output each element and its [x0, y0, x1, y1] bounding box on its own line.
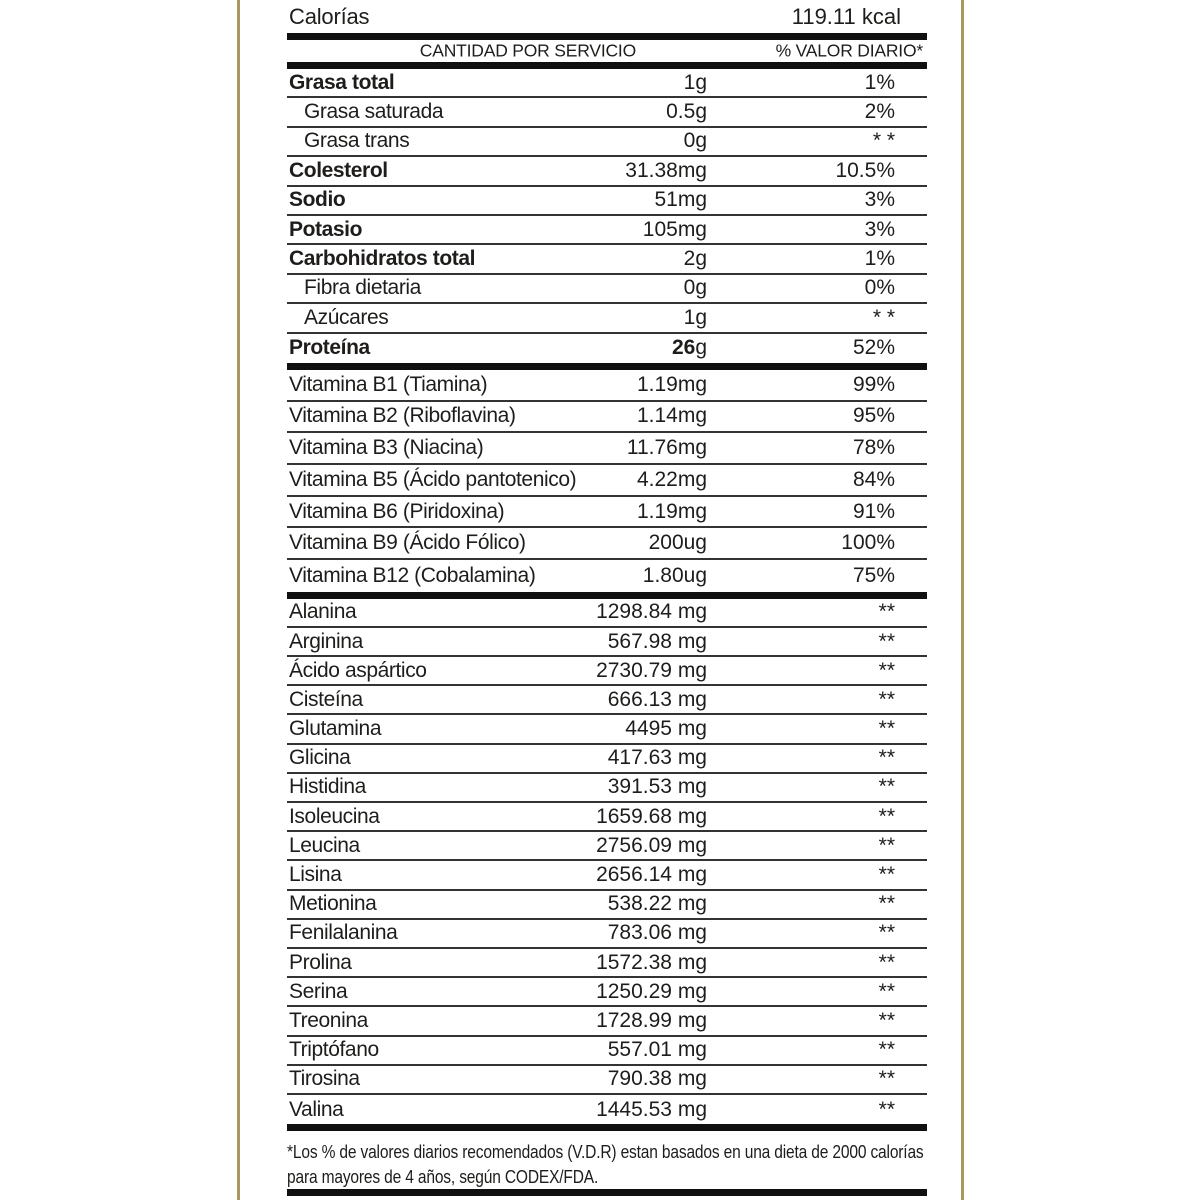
row-amount: 2730.79 mg [596, 658, 707, 682]
row-amount: 2g [683, 247, 707, 271]
table-row [287, 686, 927, 715]
row-label: Alanina [289, 600, 357, 624]
row-label: Glutamina [289, 717, 382, 741]
row-percent: 84% [852, 467, 895, 491]
row-amount: 0g [683, 276, 707, 300]
table-row [287, 216, 927, 245]
row-amount: 391.53 mg [607, 775, 707, 799]
row-amount: 1.19mg [636, 499, 707, 523]
row-percent: ** [878, 1097, 895, 1121]
macronutrients-section [287, 69, 927, 363]
footnote [287, 1131, 927, 1189]
table-row [287, 187, 927, 216]
row-amount: 1728.99 mg [596, 1008, 707, 1032]
row-percent: 75% [852, 563, 895, 587]
row-label: Triptófano [289, 1038, 379, 1062]
nutrition-table [287, 0, 927, 1196]
row-label: Vitamina B1 (Tiamina) [289, 372, 488, 396]
table-row [287, 891, 927, 920]
table-row [287, 920, 927, 949]
row-label: Valina [289, 1097, 344, 1121]
table-row [287, 560, 927, 592]
row-label: Fenilalanina [289, 921, 398, 945]
row-label: Serina [289, 979, 348, 1003]
row-label: Metionina [289, 892, 377, 916]
row-percent: ** [878, 833, 895, 857]
row-amount: 1g [683, 70, 707, 94]
label-left-border [237, 0, 240, 1200]
row-label: Colesterol [289, 158, 388, 182]
section-divider-bar [287, 62, 927, 69]
row-percent: ** [878, 746, 895, 770]
row-label: Vitamina B5 (Ácido pantotenico) [289, 467, 577, 491]
row-percent: ** [878, 687, 895, 711]
amino-acids-section [287, 599, 927, 1124]
row-label: Leucina [289, 833, 360, 857]
section-divider-bar [287, 1189, 927, 1196]
row-percent: 1% [864, 247, 895, 271]
calories-row [287, 0, 927, 33]
row-label: Fibra dietaria [304, 276, 421, 300]
row-amount: 1.80ug [642, 563, 707, 587]
row-label: Proteína [289, 336, 370, 360]
row-label: Vitamina B2 (Riboflavina) [289, 404, 516, 428]
row-percent: 100% [841, 531, 895, 555]
row-amount: 0g [683, 129, 707, 153]
row-amount: 31.38mg [625, 158, 707, 182]
row-label: Vitamina B3 (Niacina) [289, 436, 484, 460]
row-label: Sodio [289, 188, 346, 212]
table-row [287, 1066, 927, 1095]
row-amount: 105mg [642, 217, 707, 241]
row-label: Grasa saturada [304, 100, 444, 124]
table-row [287, 69, 927, 98]
row-label: Vitamina B9 (Ácido Fólico) [289, 531, 526, 555]
calories-value: 119.11 kcal [791, 3, 901, 29]
row-amount: 1g [683, 305, 707, 329]
row-amount: 4495 mg [625, 717, 707, 741]
row-label: Treonina [289, 1008, 368, 1032]
row-amount: 4.22mg [636, 467, 707, 491]
row-percent: ** [878, 717, 895, 741]
row-percent: ** [878, 950, 895, 974]
calories-label: Calorías [289, 3, 370, 29]
row-percent: ** [878, 658, 895, 682]
row-amount: 1.14mg [636, 404, 707, 428]
table-row [287, 245, 927, 274]
section-divider-bar [287, 1124, 927, 1131]
row-label: Glicina [289, 746, 351, 770]
row-amount: 783.06 mg [607, 921, 707, 945]
row-label: Azúcares [304, 305, 389, 329]
row-percent: 95% [852, 404, 895, 428]
table-row [287, 98, 927, 127]
section-divider-bar [287, 33, 927, 40]
row-percent: ** [878, 629, 895, 653]
row-percent: 2% [864, 100, 895, 124]
row-percent: 10.5% [835, 158, 895, 182]
row-amount: 1250.29 mg [596, 979, 707, 1003]
row-percent: 3% [864, 217, 895, 241]
row-label: Prolina [289, 950, 352, 974]
percent-column-header: % VALOR DIARIO* [775, 40, 923, 61]
section-divider-bar [287, 363, 927, 370]
table-row [287, 528, 927, 560]
table-row [287, 402, 927, 434]
table-row [287, 628, 927, 657]
row-amount: 417.63 mg [607, 746, 707, 770]
row-amount: 1.19mg [636, 372, 707, 396]
table-row [287, 861, 927, 890]
table-row [287, 433, 927, 465]
row-percent: * * [872, 129, 895, 153]
table-row [287, 497, 927, 529]
row-label: Grasa trans [304, 129, 410, 153]
row-amount: 2656.14 mg [596, 863, 707, 886]
row-percent: ** [878, 892, 895, 916]
row-percent: 91% [852, 499, 895, 523]
row-label: Cisteína [289, 687, 363, 711]
row-label: Ácido aspártico [289, 658, 427, 682]
row-amount: 1572.38 mg [596, 950, 707, 974]
row-percent: ** [878, 863, 895, 886]
row-amount: 51mg [654, 188, 707, 212]
label-right-border [961, 0, 964, 1200]
row-percent: * * [872, 305, 895, 329]
table-row [287, 465, 927, 497]
row-percent: ** [878, 600, 895, 624]
table-row [287, 370, 927, 402]
table-row [287, 978, 927, 1007]
table-row [287, 657, 927, 686]
row-percent: 1% [864, 70, 895, 94]
footnote-line-1: *Los % de valores diarios recomendados (V.D.R) estan basados en una dieta de 2000 calorías [287, 1141, 924, 1163]
table-row [287, 128, 927, 157]
footnote-line-2: para mayores de 4 años, según CODEX/FDA. [287, 1166, 599, 1188]
table-row [287, 832, 927, 861]
row-percent: 0% [864, 276, 895, 300]
row-amount: 2756.09 mg [596, 833, 707, 857]
row-percent: 99% [852, 372, 895, 396]
row-amount: 200ug [648, 531, 707, 555]
row-amount: 666.13 mg [607, 687, 707, 711]
row-amount: 1659.68 mg [596, 804, 707, 828]
table-row [287, 774, 927, 803]
table-row [287, 334, 927, 363]
row-label: Isoleucina [289, 804, 380, 828]
row-label: Lisina [289, 863, 342, 886]
row-label: Carbohidratos total [289, 247, 476, 271]
row-amount: 1298.84 mg [596, 600, 707, 624]
row-percent: ** [878, 979, 895, 1003]
table-row [287, 1007, 927, 1036]
row-percent: 52% [852, 336, 895, 360]
table-row [287, 715, 927, 744]
row-percent: ** [878, 775, 895, 799]
vitamins-section [287, 370, 927, 592]
row-label: Histidina [289, 775, 366, 799]
amount-column-header: CANTIDAD POR SERVICIO [419, 40, 636, 61]
row-percent: ** [878, 1038, 895, 1062]
row-percent: 78% [852, 436, 895, 460]
table-row [287, 1095, 927, 1124]
row-percent: ** [878, 1008, 895, 1032]
row-label: Grasa total [289, 70, 395, 94]
table-row [287, 949, 927, 978]
row-label: Tirosina [289, 1067, 360, 1091]
row-amount: 11.76mg [626, 436, 707, 460]
table-row [287, 745, 927, 774]
row-percent: 3% [864, 188, 895, 212]
row-amount: 26g [671, 336, 707, 360]
table-row [287, 275, 927, 304]
row-amount: 1445.53 mg [596, 1097, 707, 1121]
column-headers-row [287, 40, 927, 62]
row-percent: ** [878, 1067, 895, 1091]
row-label: Vitamina B6 (Piridoxina) [289, 499, 505, 523]
row-percent: ** [878, 921, 895, 945]
row-amount: 790.38 mg [607, 1067, 707, 1091]
table-row [287, 599, 927, 628]
table-row [287, 304, 927, 333]
table-row [287, 157, 927, 186]
table-row [287, 803, 927, 832]
section-divider-bar [287, 592, 927, 599]
row-amount: 557.01 mg [607, 1038, 707, 1062]
row-label: Vitamina B12 (Cobalamina) [289, 563, 536, 587]
table-row [287, 1037, 927, 1066]
row-label: Potasio [289, 217, 363, 241]
row-percent: ** [878, 804, 895, 828]
row-amount: 538.22 mg [607, 892, 707, 916]
row-amount: 0.5g [666, 100, 707, 124]
row-label: Arginina [289, 629, 363, 653]
row-amount: 567.98 mg [607, 629, 707, 653]
